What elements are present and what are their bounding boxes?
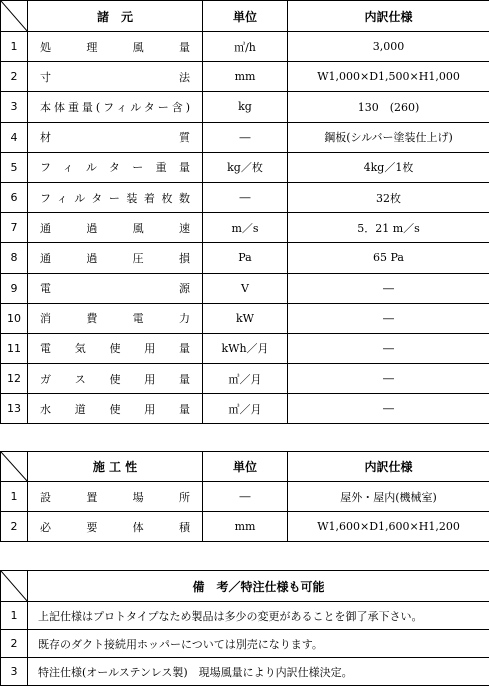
unit-value: ― [203, 122, 288, 152]
unit-value: ㎥/h [203, 32, 288, 62]
item-name-text: 寸法 [40, 70, 190, 84]
construction-item-header: 施 工 性 [28, 452, 203, 482]
table-row [1, 62, 489, 92]
item-name-text: 水道使用量 [40, 402, 190, 416]
row-number: 2 [1, 62, 28, 92]
unit-value: ㎥／月 [203, 394, 288, 424]
detail-value: 鋼板(シルバー塗装仕上げ) [288, 122, 489, 152]
row-number: 1 [1, 32, 28, 62]
item-name [28, 213, 203, 243]
item-name [28, 512, 203, 542]
item-name-text: 電気使用量 [40, 342, 190, 356]
item-name [28, 303, 203, 333]
row-number: 6 [1, 182, 28, 212]
detail-value: ― [288, 273, 489, 303]
item-name-text: 処理風量 [40, 40, 190, 54]
note-text: 既存のダクト接続用ホッパーについては別売になります。 [28, 630, 489, 658]
diagonal-line [1, 452, 28, 482]
detail-value: W1,600×D1,600×H1,200 [288, 512, 489, 542]
note-row [1, 602, 489, 630]
note-number: 1 [1, 602, 28, 630]
detail-value: 5．21 m／s [288, 213, 489, 243]
note-row [1, 658, 489, 686]
item-name [28, 364, 203, 394]
detail-value: W1,000×D1,500×H1,000 [288, 62, 489, 92]
diagonal-header-cell [1, 1, 28, 32]
row-number: 2 [1, 512, 28, 542]
item-name [28, 482, 203, 512]
spec-header-row [1, 1, 489, 32]
item-name-text: 電源 [40, 282, 190, 296]
note-number: 2 [1, 630, 28, 658]
item-name [28, 273, 203, 303]
table-row [1, 122, 489, 152]
unit-value: mm [203, 512, 288, 542]
item-name-text: 消費電力 [40, 312, 190, 326]
unit-value: ― [203, 482, 288, 512]
item-name-text: 必要体積 [40, 520, 190, 534]
unit-value: V [203, 273, 288, 303]
detail-value: ― [288, 364, 489, 394]
row-number: 13 [1, 394, 28, 424]
notes-table [0, 570, 489, 686]
item-name [28, 62, 203, 92]
item-name [28, 152, 203, 182]
diagonal-header-cell [1, 571, 28, 602]
table-row [1, 273, 489, 303]
detail-value: 4kg／1枚 [288, 152, 489, 182]
item-name [28, 394, 203, 424]
note-row [1, 630, 489, 658]
detail-value: ― [288, 333, 489, 363]
item-name-text: ガス使用量 [40, 372, 190, 386]
diagonal-line [1, 1, 28, 32]
row-number: 4 [1, 122, 28, 152]
detail-value: ― [288, 303, 489, 333]
item-name [28, 243, 203, 273]
notes-header-row [1, 571, 489, 602]
item-name-text: 通過風速 [40, 221, 190, 235]
unit-value: ㎥／月 [203, 364, 288, 394]
table-row [1, 152, 489, 182]
item-name-text: フィルター装着枚数 [40, 191, 190, 205]
item-name [28, 182, 203, 212]
construction-header-row [1, 452, 489, 482]
row-number: 7 [1, 213, 28, 243]
construction-detail-header: 内訳仕様 [288, 452, 489, 482]
note-text: 特注仕様(オールステンレス製) 現場風量により内訳仕様決定。 [28, 658, 489, 686]
detail-value: 3,000 [288, 32, 489, 62]
table-row [1, 182, 489, 212]
table-row [1, 394, 489, 424]
row-number: 12 [1, 364, 28, 394]
row-number: 8 [1, 243, 28, 273]
item-name [28, 32, 203, 62]
detail-value: 屋外・屋内(機械室) [288, 482, 489, 512]
row-number: 10 [1, 303, 28, 333]
item-name-text: 設置場所 [40, 490, 190, 504]
item-name [28, 333, 203, 363]
item-name-text: 材質 [40, 131, 190, 145]
unit-value: mm [203, 62, 288, 92]
table-row [1, 333, 489, 363]
construction-unit-header: 単位 [203, 452, 288, 482]
item-name-text: 通過圧損 [40, 251, 190, 265]
detail-value: 32枚 [288, 182, 489, 212]
construction-table [0, 451, 489, 542]
unit-value: Pa [203, 243, 288, 273]
item-name-text: 本体重量(フィルター含) [40, 100, 190, 114]
table-row [1, 92, 489, 122]
table-row [1, 364, 489, 394]
table-row [1, 32, 489, 62]
row-number: 1 [1, 482, 28, 512]
unit-value: m／s [203, 213, 288, 243]
spec-unit-header: 単位 [203, 1, 288, 32]
item-name [28, 122, 203, 152]
detail-value: 65 Pa [288, 243, 489, 273]
note-text: 上記仕様はプロトタイプなため製品は多少の変更があることを御了承下さい。 [28, 602, 489, 630]
spec-item-header: 諸 元 [28, 1, 203, 32]
unit-value: kg／枚 [203, 152, 288, 182]
note-number: 3 [1, 658, 28, 686]
row-number: 11 [1, 333, 28, 363]
item-name-text: フィルター重量 [40, 161, 190, 175]
notes-header: 備 考／特注仕様も可能 [28, 571, 489, 602]
unit-value: ― [203, 182, 288, 212]
table-row [1, 303, 489, 333]
unit-value: kWh／月 [203, 333, 288, 363]
table-row [1, 512, 489, 542]
spec-detail-header: 内訳仕様 [288, 1, 489, 32]
unit-value: kW [203, 303, 288, 333]
item-name [28, 92, 203, 122]
table-row [1, 243, 489, 273]
diagonal-header-cell [1, 452, 28, 482]
detail-value: 130 (260) [288, 92, 489, 122]
table-row [1, 482, 489, 512]
row-number: 9 [1, 273, 28, 303]
unit-value: kg [203, 92, 288, 122]
row-number: 5 [1, 152, 28, 182]
table-row [1, 213, 489, 243]
detail-value: ― [288, 394, 489, 424]
row-number: 3 [1, 92, 28, 122]
diagonal-line [1, 571, 28, 602]
